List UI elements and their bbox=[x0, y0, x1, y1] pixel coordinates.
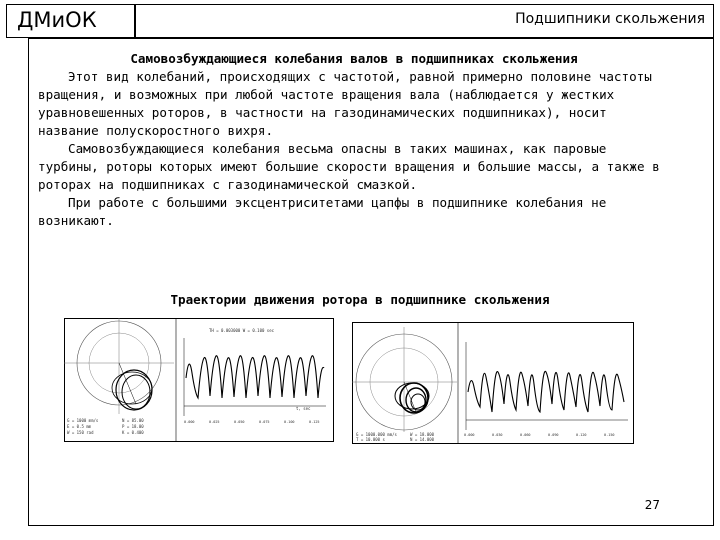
svg-text:0.120: 0.120 bbox=[576, 433, 587, 437]
figure-caption: Траектории движения ротора в подшипнике скольжения bbox=[170, 292, 550, 307]
rotor-trajectory-figure-2 bbox=[352, 322, 634, 444]
svg-text:K = 0.400: K = 0.400 bbox=[122, 430, 144, 435]
svg-text:0.060: 0.060 bbox=[520, 433, 531, 437]
svg-text:0.075: 0.075 bbox=[259, 420, 270, 424]
svg-text:0.000: 0.000 bbox=[184, 420, 195, 424]
svg-text:0.090: 0.090 bbox=[548, 433, 559, 437]
svg-text:0.025: 0.025 bbox=[209, 420, 220, 424]
section-title: Подшипники скольжения bbox=[135, 4, 714, 38]
svg-text:W = 150 rad: W = 150 rad bbox=[67, 430, 94, 435]
svg-text:0.050: 0.050 bbox=[234, 420, 245, 424]
svg-text:N = 14.000: N = 14.000 bbox=[410, 437, 435, 442]
slide-title: Самовозбуждающиеся колебания валов в подшипниках скольжения bbox=[130, 51, 578, 66]
svg-text:G = 1000 mm/s: G = 1000 mm/s bbox=[67, 418, 99, 423]
svg-text:0.030: 0.030 bbox=[492, 433, 503, 437]
svg-text:t, sec: t, sec bbox=[296, 406, 311, 411]
svg-text:P = 18.00: P = 18.00 bbox=[122, 424, 144, 429]
svg-text:N = 85.00: N = 85.00 bbox=[122, 418, 144, 423]
svg-text:0.100: 0.100 bbox=[284, 420, 295, 424]
main-content bbox=[38, 50, 670, 230]
svg-text:TH = 0.003000 W = 0.100 sec: TH = 0.003000 W = 0.100 sec bbox=[209, 328, 275, 333]
paragraph-1: Этот вид колебаний, происходящих с частотой, равной примерно половине частоты вращения, и возможных при любой частоте вращения вала (наблюдается у жестких уравновешенных роторов, в частности на газодинамических подшипниках), носит название полускоростного вихря. bbox=[38, 69, 652, 138]
rotor-trajectory-figure-1 bbox=[64, 318, 334, 442]
page-number: 27 bbox=[644, 498, 660, 512]
svg-text:W = 18.000: W = 18.000 bbox=[410, 432, 435, 437]
svg-text:0.000: 0.000 bbox=[464, 433, 475, 437]
svg-text:G = 1000.000 mm/s: G = 1000.000 mm/s bbox=[356, 432, 397, 437]
svg-text:E = 0.5 mm: E = 0.5 mm bbox=[67, 424, 92, 429]
paragraph-2: Самовозбуждающиеся колебания весьма опасны в таких машинах, как паровые турбины, роторы которых имеют большие скорости вращения и большие массы, а также в роторах на подшипниках с газодинамической смазкой. bbox=[38, 141, 660, 192]
svg-text:0.125: 0.125 bbox=[309, 420, 320, 424]
svg-text:0.150: 0.150 bbox=[604, 433, 615, 437]
svg-text:T = 10.000 s: T = 10.000 s bbox=[356, 437, 385, 442]
logo: ДМиОК bbox=[6, 4, 135, 38]
paragraph-3: При работе с большими эксцентриситетами цапфы в подшипнике колебания не возникают. bbox=[38, 195, 607, 228]
